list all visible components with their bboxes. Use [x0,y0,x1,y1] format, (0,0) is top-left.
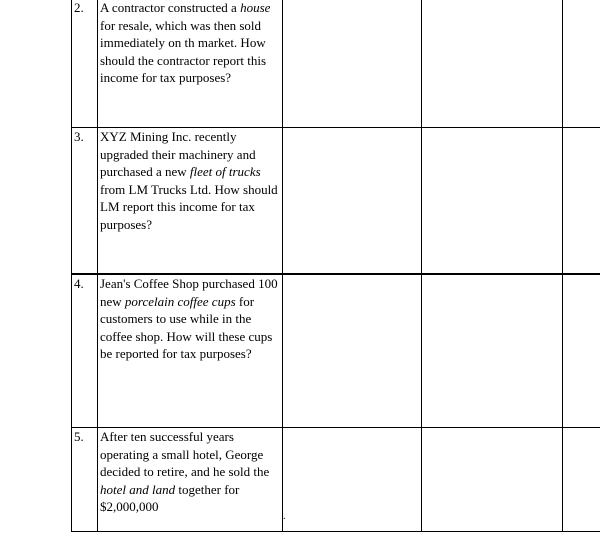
answer-cell[interactable] [563,0,600,128]
answer-cell[interactable] [563,128,600,275]
question-text [98,428,283,532]
text-run: Jean's Coffee Shop purchased 100 new [100,276,278,309]
question-number: 2. [72,0,98,128]
trailing-mark: . [283,511,286,522]
emphasized-text: porcelain coffee cups [124,293,236,309]
emphasized-text: fleet of trucks [189,164,261,179]
answer-cell[interactable] [283,428,422,532]
answer-cell[interactable] [563,428,600,532]
text-run: After ten successful years operating a small hotel, George decided to retire, and he sold the [100,429,270,479]
question-number: 5. [72,428,98,532]
table-row [72,274,600,428]
text-run: for customers to use while in the coffee shop. How will these cups be reported for tax purposes? [100,293,273,361]
answer-cell[interactable] [422,274,563,428]
text-run: A contractor constructed a [100,0,241,15]
answer-cell[interactable] [422,428,563,532]
question-number: 3. [72,128,98,275]
question-text [98,274,283,428]
emphasized-text: hotel and land [100,481,176,497]
answer-cell[interactable] [283,0,422,128]
question-number: 4. [72,274,98,428]
table-row [72,428,600,532]
question-text [98,128,283,275]
text-run: for resale, which was then sold immediately on th market. How should the contractor report this income for tax purposes? [100,17,267,85]
text-run: from LM Trucks Ltd. How should LM report this income for tax purposes? [100,181,278,232]
answer-cell[interactable] [283,274,422,428]
emphasized-text: house [240,0,271,15]
table-row [72,128,600,275]
answer-cell[interactable] [283,128,422,275]
answer-cell[interactable] [422,0,563,128]
questions-table [71,0,600,532]
answer-cell[interactable] [563,274,600,428]
table-row [72,0,600,128]
text-run: XYZ Mining Inc. recently upgraded their machinery and purchased a new [100,129,256,179]
text-run: together for $2,000,000 [100,481,240,514]
answer-cell[interactable] [422,128,563,275]
question-text [98,0,283,128]
